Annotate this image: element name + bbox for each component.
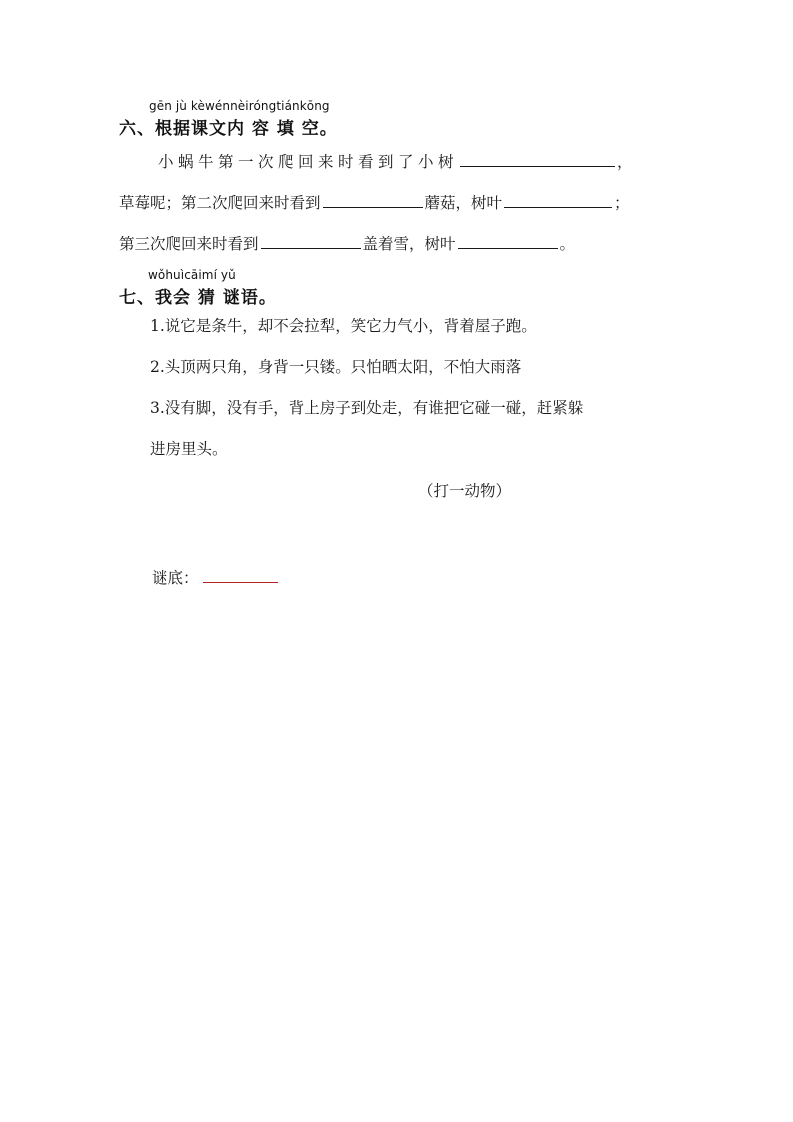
fill-line-3-text-a: 第三次爬回来时看到 [119, 235, 259, 253]
fill-line-1 [158, 150, 633, 172]
riddle-1: 1.说它是条牛，却不会拉犁，笑它力气小，背着屋子跑。 [150, 317, 537, 335]
answer-blank[interactable] [203, 566, 278, 583]
fill-line-2-text-a: 草莓呢；第二次爬回来时看到 [119, 194, 321, 212]
punct: 。 [559, 235, 576, 253]
blank-5[interactable] [458, 232, 558, 249]
fill-line-3 [119, 232, 575, 254]
punct: ； [614, 194, 630, 212]
blank-2[interactable] [323, 191, 423, 208]
fill-line-2-text-b: 蘑菇，树叶 [424, 194, 503, 212]
riddle-2: 2.头顶两只角，身背一只镂。只怕晒太阳，不怕大雨落 [150, 358, 522, 376]
section6-title: 六、根据课文内 容 填 空。 [119, 119, 338, 139]
riddle-3-cont: 进房里头。 [150, 440, 228, 458]
riddle-hint: （打一动物） [418, 482, 512, 500]
section7-pinyin: wǒhuìcāimí yǔ [148, 268, 236, 282]
answer-label: 谜底： [152, 569, 199, 587]
punct: ， [617, 153, 633, 171]
fill-line-2 [119, 191, 630, 213]
fill-line-1-text: 小蜗牛第一次爬回来时看到了小树 [158, 153, 459, 171]
blank-1[interactable] [460, 150, 615, 167]
fill-line-3-text-b: 盖着雪，树叶 [362, 235, 456, 253]
section7-title: 七、我会 猜 谜语。 [119, 288, 277, 308]
blank-4[interactable] [261, 232, 361, 249]
blank-3[interactable] [504, 191, 612, 208]
riddle-3: 3.没有脚，没有手，背上房子到处走，有谁把它碰一碰，赶紧躲 [150, 399, 584, 417]
section6-pinyin: gēn jù kèwénnèiróngtiánkōng [149, 99, 330, 113]
answer-row [152, 566, 278, 588]
